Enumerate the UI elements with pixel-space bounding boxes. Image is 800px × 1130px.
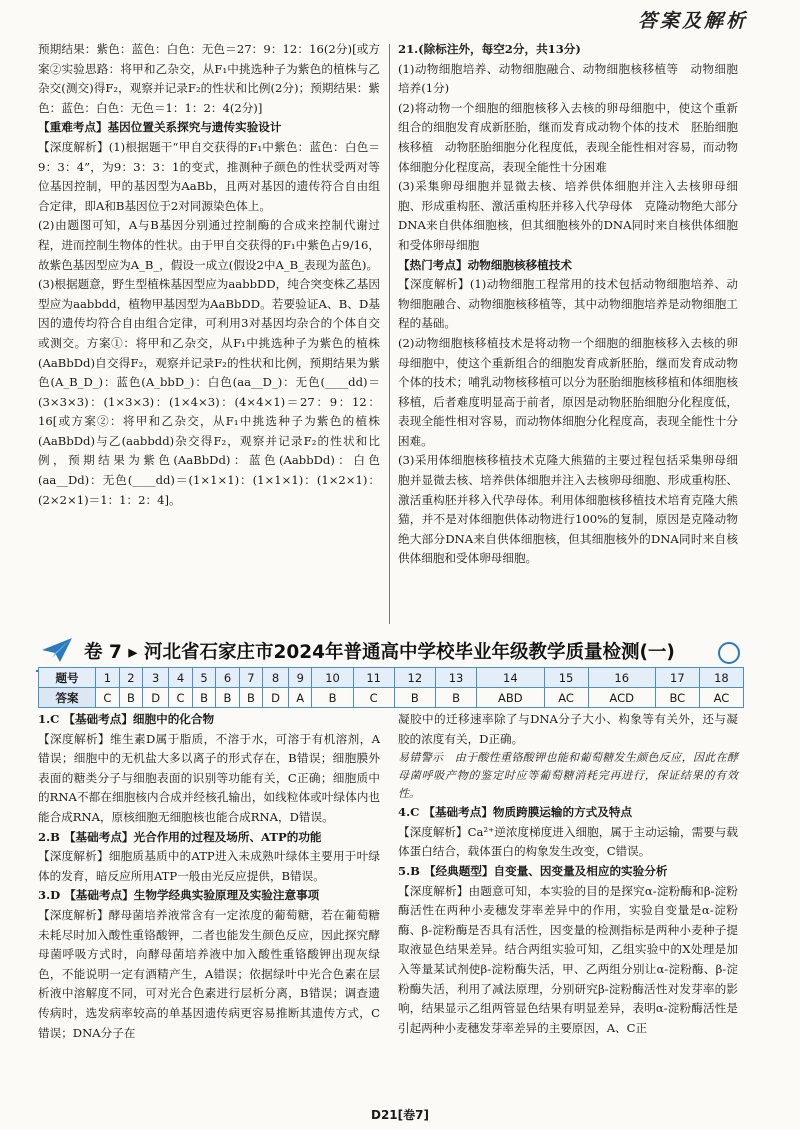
answer-cell: BC xyxy=(655,688,699,708)
answer-1-heading: 1.C 【基础考点】细胞中的化合物 xyxy=(38,712,215,726)
paragraph: 【深度解析】维生素D属于脂质，不溶于水，可溶于有机溶剂，A错误；细胞中的无机盐大多以离子的形式存在，B错误；细胞膜外表面的糖类分子与细胞表面的识别等功能有关，C正确；细胞质中的RNA不都在细胞核内合成并经核孔输出，如线粒体或叶绿体内也能合成RNA，原核细胞无细胞核也能合成RNA，D错误。 xyxy=(38,731,380,824)
mistake-warning-note: 易错警示 由于酸性重铬酸钾也能和葡萄糖发生颜色反应，因此在酵母菌呼吸产物的鉴定时应等葡萄糖消耗完再进行，保证结果的有效性。 xyxy=(398,751,738,801)
paragraph: 凝胶中的迁移速率除了与DNA分子大小、构象等有关外，还与凝胶的浓度有关，D正确。 xyxy=(398,712,738,746)
paragraph: 【深度解析】Ca²⁺逆浓度梯度进入细胞，属于主动运输，需要与载体蛋白结合，载体蛋白的构象发生改变，C错误。 xyxy=(398,824,738,859)
paragraph: (2)将动物一个细胞的细胞核移入去核的卵母细胞中，使这个重新组合的细胞发育成新胚胎，继而发育成动物个体的技术 胚胎细胞核移植 动物胚胎细胞分化程度低，表现全能性相对容易，而动物体细胞分化程度高，表现全能性十分困难 xyxy=(398,100,738,174)
question-number-cell: 16 xyxy=(588,668,655,688)
question-number-cell: 2 xyxy=(119,668,142,688)
answer-header: 答案 xyxy=(39,688,96,708)
answer-cell: B xyxy=(435,688,476,708)
answer-cell: B xyxy=(119,688,142,708)
paragraph: 【深度解析】(1)根据题干“甲自交获得的F₁中紫色：蓝色：白色＝9：3：4”，为9：3：3：1的变式，推测种子颜色的性状受两对等位基因控制，甲的基因型为AaBb，且两对基因的遗传符合自由组合定律，即A和B基因位于2对同源染色体上。 xyxy=(38,139,380,213)
paragraph: 【深度解析】酵母菌培养液常含有一定浓度的葡萄糖，若在葡萄糖未耗尽时加入酸性重铬酸钾，二者也能发生颜色反应，因此探究酵母菌呼吸方式时，向酵母菌培养液中加入酸性重铬酸钾出现灰绿色，不能说明一定有酒精产生，A错误；依据绿叶中光合色素在层析液中溶解度不同，可对光合色素进行层析分离，B错误；调查遗传病时，选发病率较高的单基因遗传病更容易推断其遗传方式，C错误；DNA分子在 xyxy=(38,907,380,1040)
paragraph: (3)根据题意，野生型植株基因型应为aabbDD，纯合突变株乙基因型应为aabbdd，植物甲基因型为AaBbDD。若要验证A、B、D基因的遗传均符合自由组合定律，可利用3对基因均杂合的个体自交或测交。方案①：将甲和乙杂交，从F₁中挑选种子为紫色的植株(AaBbDd)自交得F₂，观察并记录F₂的性状和比例，预期结果为紫色(A_B_D_)：蓝色(A_bbD_)：白色(aa__D_)：无色(____dd)＝(3×3×3)：(1×3×3)：(1×4×3)：(4×4×1)＝27：9：12：16[或方案②：将甲和乙杂交，从F₁中挑选种子为紫色的植株(AaBbDd)与乙(aabbdd)杂交得F₂，观察并记录F₂的性状和比例，预期结果为紫色(AaBbDd)：蓝色(AabbDd)：白色(aa__Dd)：无色(____dd)＝(1×1×1)：(1×1×1)：(1×2×1)：(2×2×1)＝1：1：2：4]。 xyxy=(38,277,380,507)
answer-2-heading: 2.B 【基础考点】光合作用的过程及场所、ATP的功能 xyxy=(38,829,322,844)
exam-title: 卷 7 ▸ 河北省石家庄市2024年普通高中学校毕业年级教学质量检测(一) xyxy=(84,642,675,663)
right-column-top xyxy=(398,40,738,569)
question-number-cell: 10 xyxy=(312,668,353,688)
left-column-top xyxy=(38,40,380,510)
answer-cell: A xyxy=(289,688,312,708)
paragraph: (3)采集卵母细胞并显微去核、培养供体细胞并注入去核卵母细胞、形成重构胚、激活重构胚并移入代孕母体 克隆动物绝大部分DNA来自供体细胞核，但其细胞核外的DNA同时来自核供体细胞和受体卵母细胞 xyxy=(398,179,738,252)
hot-point-label: 【热门考点】动物细胞核移植技术 xyxy=(398,257,572,272)
question-number-cell: 5 xyxy=(192,668,215,688)
answer-cell: ACD xyxy=(588,688,655,708)
paragraph: 预期结果：紫色：蓝色：白色：无色＝27：9：12：16(2分)[或方案②实验思路：将甲和乙杂交，从F₁中挑选种子为紫色的植株与乙杂交(测交)得F₂，观察并记录F₂的性状和比例(2分)；预期结果：紫色：蓝色：白色：无色＝1：1：2：4(2分)] xyxy=(38,42,380,115)
answer-3-heading: 3.D 【基础考点】生物学经典实验原理及实验注意事项 xyxy=(38,888,320,903)
left-column-bottom xyxy=(38,710,380,1043)
question-number-cell: 6 xyxy=(216,668,239,688)
question-number-cell: 14 xyxy=(477,668,544,688)
question-number-header: 题号 xyxy=(39,668,96,688)
answer-4-heading: 4.C 【基础考点】物质跨膜运输的方式及特点 xyxy=(398,805,633,820)
banner-end-circle-icon xyxy=(718,642,740,664)
key-point-label: 【重难考点】基因位置关系探究与遗传实验设计 xyxy=(38,120,282,135)
question-number-cell: 9 xyxy=(289,668,312,688)
question-number-cell: 17 xyxy=(655,668,699,688)
answer-row xyxy=(39,688,744,708)
answer-cell: C xyxy=(96,688,120,708)
answer-cell: B xyxy=(239,688,262,708)
page-header-title: 答案及解析 xyxy=(637,10,748,32)
answer-table xyxy=(38,667,744,708)
question-number-cell: 4 xyxy=(169,668,193,688)
question-number-cell: 18 xyxy=(699,668,743,688)
paragraph: (2)由题图可知，A与B基因分别通过控制酶的合成来控制代谢过程，进而控制生物体的性状。由于甲自交获得的F₁中紫色占9/16，故紫色基因型应为A_B_，假设一成立(假设2中A_B_表现为蓝色)。 xyxy=(38,218,380,272)
right-column-bottom xyxy=(398,710,738,1038)
answer-cell: B xyxy=(312,688,353,708)
answer-cell: C xyxy=(353,688,394,708)
paragraph: (3)采用体细胞核移植技术克隆大熊猫的主要过程包括采集卵母细胞并显微去核、培养供体细胞并注入去核卵母细胞、形成重构胚、激活重构胚并移入代孕母体。利用体细胞核移植技术培育克隆大熊猫，并不是对体细胞供体动物进行100%的复制，原因是克隆动物绝大部分DNA来自供体细胞核，但其细胞核外的DNA同时来自核供体细胞和受体卵母细胞。 xyxy=(398,453,738,566)
question-number-cell: 8 xyxy=(263,668,289,688)
question-21-heading: 21.(除标注外，每空2分，共13分) xyxy=(398,42,581,56)
answer-cell: C xyxy=(169,688,193,708)
answer-cell: B xyxy=(216,688,239,708)
paper-plane-icon xyxy=(40,636,74,664)
question-number-cell: 15 xyxy=(544,668,588,688)
answer-cell: D xyxy=(143,688,169,708)
answer-cell: ABD xyxy=(477,688,544,708)
answer-cell: D xyxy=(263,688,289,708)
column-divider xyxy=(389,44,390,624)
question-number-cell: 12 xyxy=(394,668,435,688)
exam-section-banner xyxy=(36,632,744,672)
question-number-cell: 1 xyxy=(96,668,120,688)
paragraph: 【深度解析】细胞质基质中的ATP进入未成熟叶绿体主要用于叶绿体的发育，暗反应所用ATP一般由光反应提供，B错误。 xyxy=(38,849,380,883)
answer-cell: B xyxy=(394,688,435,708)
answer-5-heading: 5.B 【经典题型】自变量、因变量及相应的实验分析 xyxy=(398,863,668,878)
paragraph: (1)动物细胞培养、动物细胞融合、动物细胞核移植等 动物细胞培养(1分) xyxy=(398,61,738,96)
answer-cell: AC xyxy=(699,688,743,708)
question-number-cell: 11 xyxy=(353,668,394,688)
question-number-cell: 13 xyxy=(435,668,476,688)
page-footer: D21[卷7] xyxy=(371,1108,429,1122)
paragraph: 【深度解析】由题意可知，本实验的目的是探究α-淀粉酶和β-淀粉酶活性在两种小麦穗发芽率差异中的作用，实验自变量是α-淀粉酶、β-淀粉酶是否具有活性，因变量的检测指标是两种小麦种子提取液显色结果差异。结合两组实验可知，乙组实验中的X处理是加入等量某试剂使β-淀粉酶失活，甲、乙两组分别让α-淀粉酶、β-淀粉酶失活，利用了减法原理，分别研究β-淀粉酶活性对发芽率的影响，结果显示乙组两管显色结果有明显差异，表明α-淀粉酶活性是引起两种小麦穗发芽率差异的主要原因，A、C正 xyxy=(398,883,738,1035)
answer-cell: AC xyxy=(544,688,588,708)
paragraph: (2)动物细胞核移植技术是将动物一个细胞的细胞核移入去核的卵母细胞中，使这个重新组合的细胞发育成新胚胎，继而发育成动物个体的技术；哺乳动物核移植可以分为胚胎细胞核移植和体细胞核移植，后者难度明显高于前者，原因是动物胚胎细胞分化程度低，表现全能性相对容易，而动物体细胞分化程度高，表现全能性十分困难。 xyxy=(398,335,738,448)
question-number-cell: 3 xyxy=(143,668,169,688)
answer-cell: B xyxy=(192,688,215,708)
question-number-row xyxy=(39,668,744,688)
paragraph: 【深度解析】(1)动物细胞工程常用的技术包括动物细胞培养、动物细胞融合、动物细胞核移植等，其中动物细胞培养是动物细胞工程的基础。 xyxy=(398,277,738,331)
question-number-cell: 7 xyxy=(239,668,262,688)
